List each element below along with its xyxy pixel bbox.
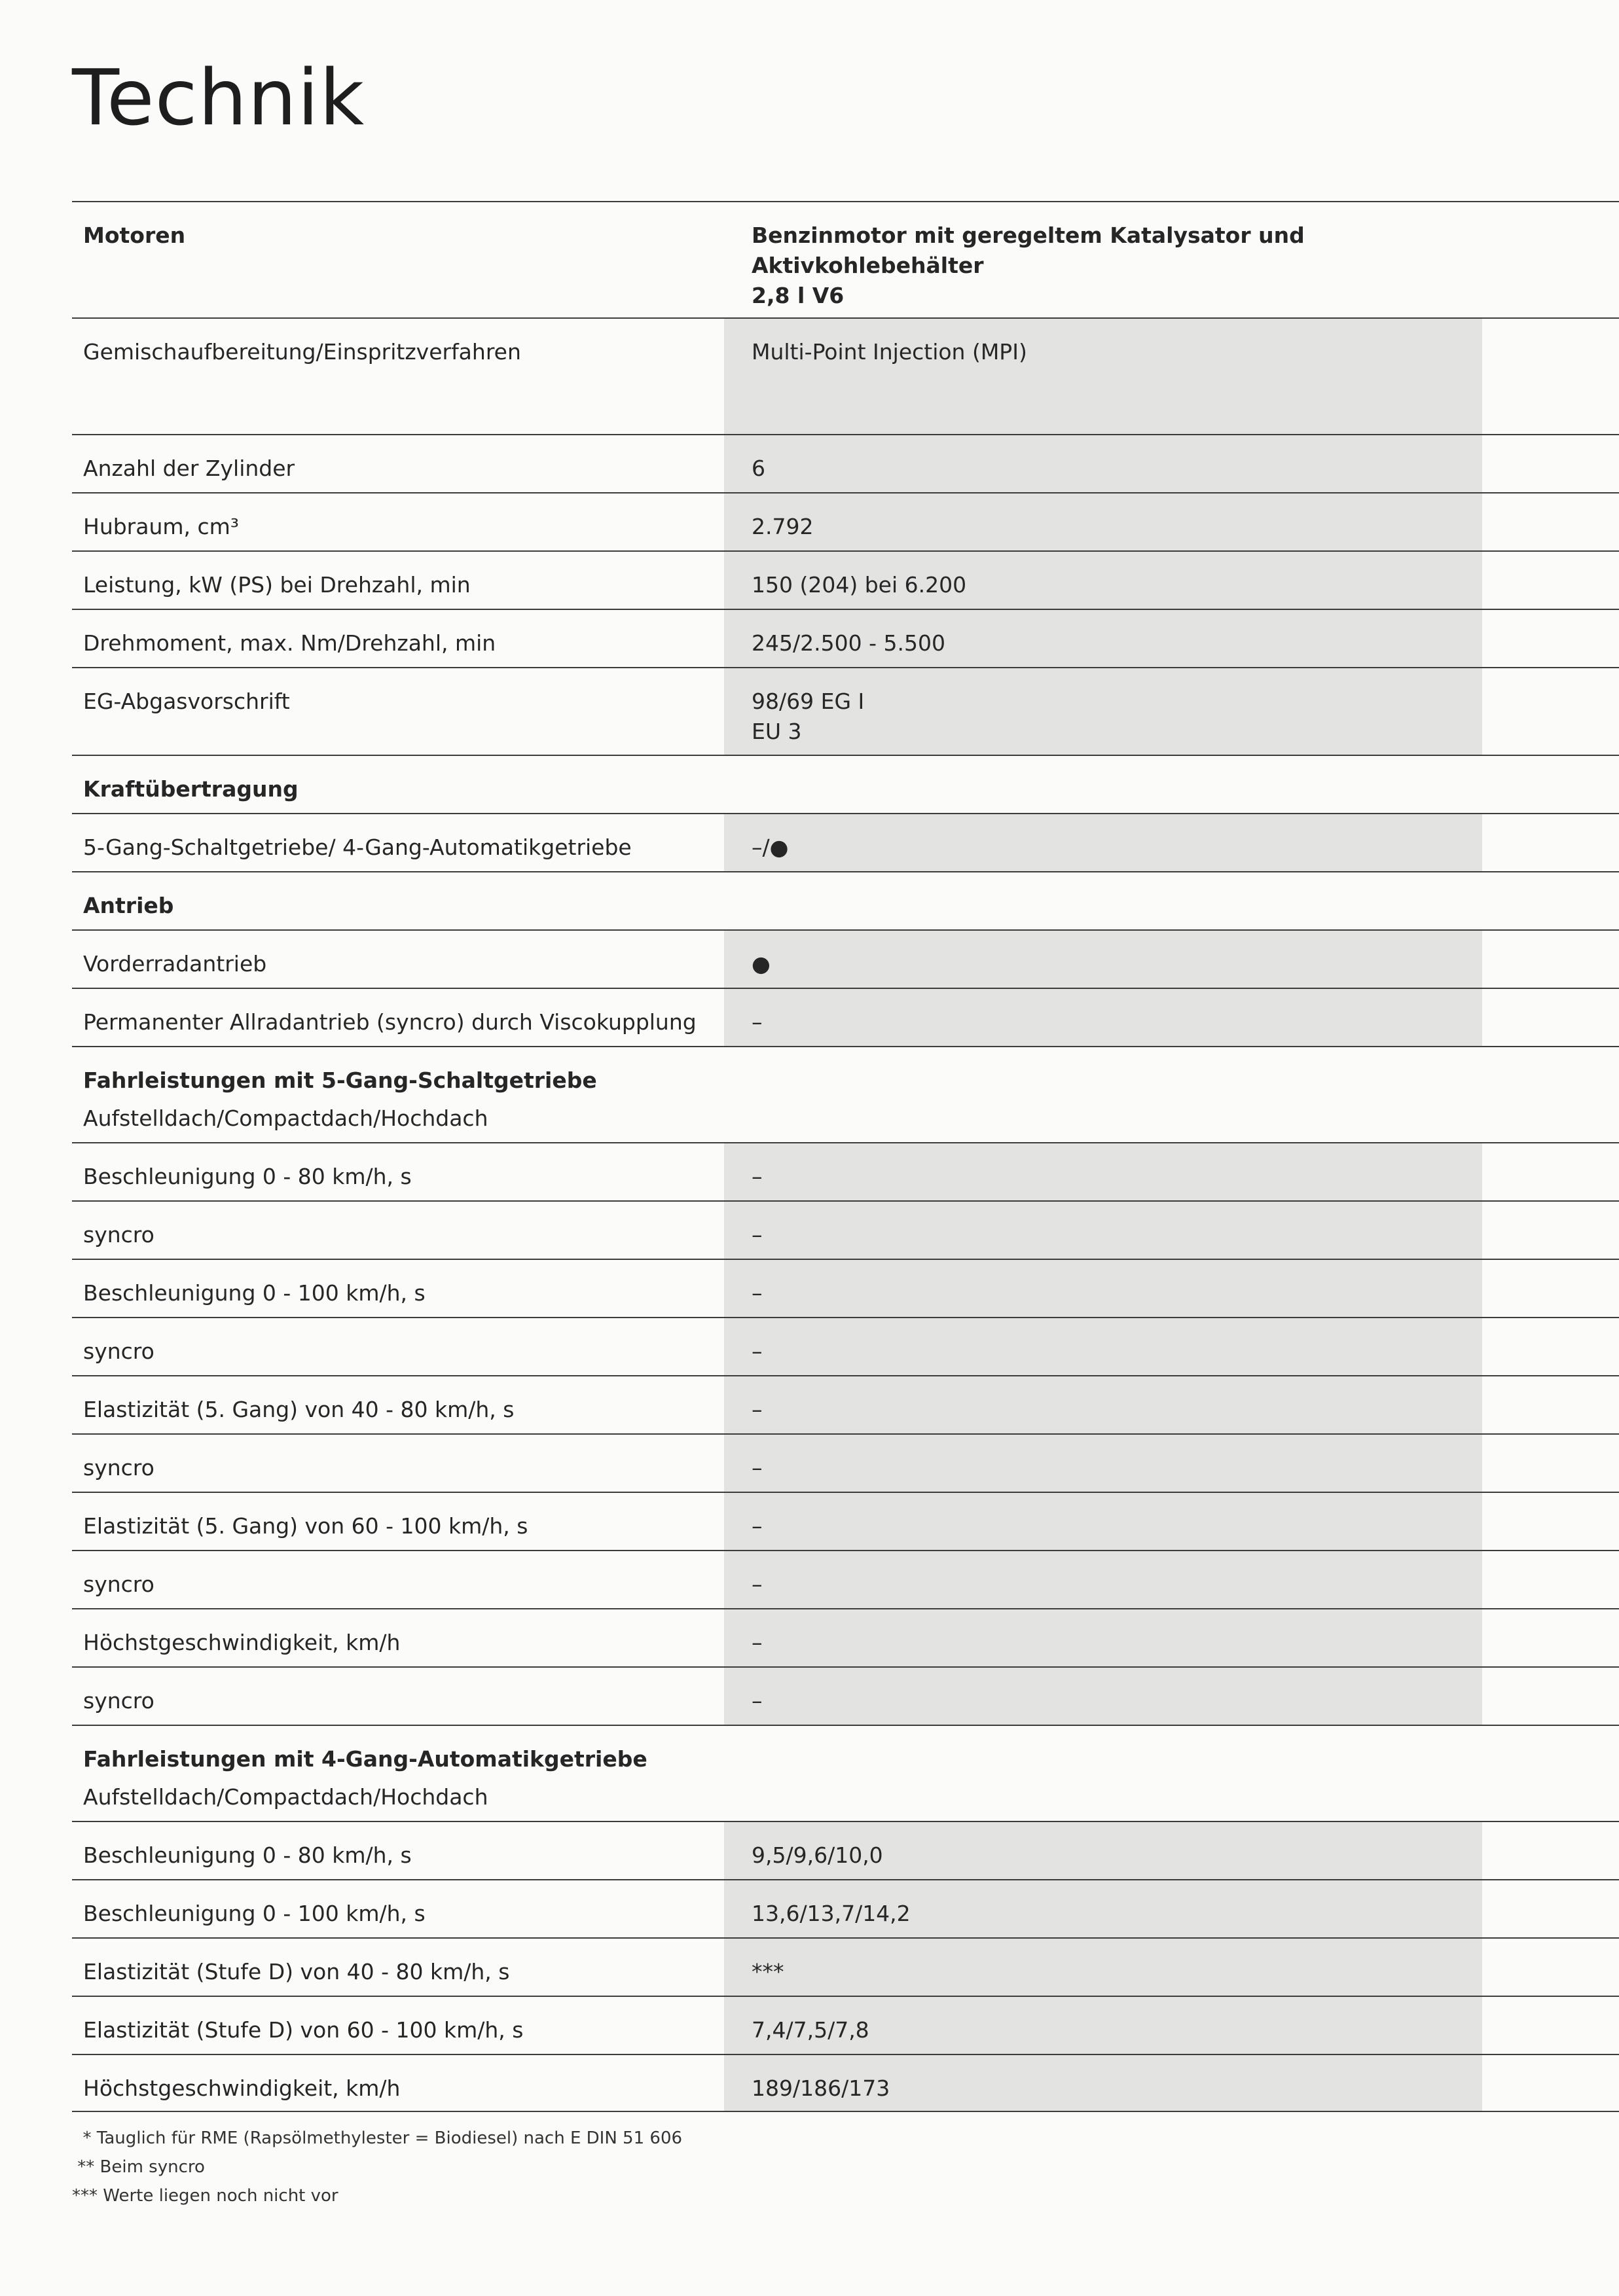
section-title — [72, 756, 724, 813]
table-row — [72, 1492, 1619, 1550]
row-label: Beschleunigung 0 - 80 km/h, s — [83, 1164, 412, 1189]
header-right-line1: Benzinmotor mit geregeltem Katalysator und Aktivkohlebehälter — [752, 223, 1305, 278]
table-row — [72, 1937, 1619, 1996]
table-row — [72, 609, 1619, 667]
table-row — [72, 1996, 1619, 2054]
row-value — [724, 1822, 1482, 1879]
row-label: Beschleunigung 0 - 100 km/h, s — [83, 1901, 426, 1926]
row-label: Hubraum, cm³ — [83, 514, 240, 539]
table-row — [72, 813, 1619, 871]
row-label: Leistung, kW (PS) bei Drehzahl, min — [83, 572, 471, 598]
row-value-text: – — [752, 1571, 763, 1597]
section-row — [72, 1046, 1619, 1142]
row-value — [724, 814, 1482, 871]
section-title-text: Fahrleistungen mit 5-Gang-Schaltgetriebe — [83, 1067, 597, 1093]
row-value-text: 245/2.500 - 5.500 — [752, 630, 945, 656]
row-label: Beschleunigung 0 - 100 km/h, s — [83, 1280, 426, 1306]
row-value-text: – — [752, 1513, 763, 1539]
row-value — [724, 1318, 1482, 1375]
table-row — [72, 550, 1619, 609]
table-row — [72, 1608, 1619, 1666]
row-label: Elastizität (Stufe D) von 60 - 100 km/h, s — [83, 2017, 524, 2043]
row-value — [724, 2055, 1482, 2111]
footnote-1: * Tauglich für RME (Rapsölmethylester = Biodiesel) nach E DIN 51 606 — [72, 2128, 683, 2148]
row-label: Permanenter Allradantrieb (syncro) durch Viscokupplung — [83, 1009, 697, 1035]
section-subtitle: Aufstelldach/Compactdach/Hochdach — [83, 1784, 488, 1810]
row-value — [724, 1202, 1482, 1259]
row-label: Elastizität (5. Gang) von 60 - 100 km/h, s — [83, 1513, 528, 1539]
page-title: Technik — [72, 52, 365, 143]
row-value — [724, 1880, 1482, 1937]
section-subtitle: Aufstelldach/Compactdach/Hochdach — [83, 1105, 488, 1131]
table-row — [72, 1550, 1619, 1608]
footnote-2: ** Beim syncro — [72, 2157, 205, 2177]
row-value-text: 6 — [752, 456, 765, 481]
row-value — [724, 1047, 1482, 1142]
row-label: syncro — [83, 1571, 155, 1597]
row-label: Höchstgeschwindigkeit, km/h — [83, 1630, 401, 1655]
row-label: syncro — [83, 1455, 155, 1480]
row-value — [724, 1260, 1482, 1317]
section-row — [72, 871, 1619, 929]
section-title-text: Fahrleistungen mit 4-Gang-Automatikgetriebe — [83, 1746, 647, 1772]
row-value-text: 98/69 EG I — [752, 689, 865, 714]
table-row — [72, 1666, 1619, 1725]
table-row — [72, 317, 1619, 434]
footnote-3: *** Werte liegen noch nicht vor — [72, 2186, 338, 2206]
table-body — [72, 317, 1619, 2112]
table-row — [72, 434, 1619, 492]
section-title-text: Kraftübertragung — [83, 776, 299, 802]
row-value — [724, 931, 1482, 988]
table-row — [72, 1433, 1619, 1492]
row-value-text: – — [752, 1630, 763, 1655]
row-value-text: ● — [752, 951, 771, 977]
table-row — [72, 1821, 1619, 1879]
row-value-text-2: EU 3 — [752, 719, 802, 744]
row-value-text: 2.792 — [752, 514, 814, 539]
table-row — [72, 1375, 1619, 1433]
row-value — [724, 435, 1482, 492]
row-value — [724, 493, 1482, 550]
table-row — [72, 1317, 1619, 1375]
section-row — [72, 755, 1619, 813]
section-row — [72, 1725, 1619, 1821]
section-title — [72, 872, 724, 929]
table-row — [72, 1200, 1619, 1259]
row-value-text: – — [752, 1338, 763, 1364]
row-value-text: 9,5/9,6/10,0 — [752, 1842, 883, 1868]
row-value-text: 7,4/7,5/7,8 — [752, 2017, 869, 2043]
row-value-text: *** — [752, 1959, 784, 1984]
row-value — [724, 1668, 1482, 1725]
table-row — [72, 929, 1619, 988]
row-value-text: 13,6/13,7/14,2 — [752, 1901, 911, 1926]
row-label: Vorderradantrieb — [83, 951, 267, 977]
row-value-text: – — [752, 1222, 763, 1247]
row-value — [724, 552, 1482, 609]
spec-table — [72, 201, 1619, 2112]
section-title — [72, 1047, 724, 1142]
row-value — [724, 319, 1482, 434]
table-row — [72, 1259, 1619, 1317]
row-value-text: – — [752, 1397, 763, 1422]
section-title — [72, 1726, 724, 1821]
row-label: Beschleunigung 0 - 80 km/h, s — [83, 1842, 412, 1868]
row-value-text: – — [752, 1688, 763, 1713]
row-value — [724, 668, 1482, 755]
row-value-text: – — [752, 1164, 763, 1189]
row-value — [724, 989, 1482, 1046]
row-value-text: –/● — [752, 834, 789, 860]
row-label: syncro — [83, 1222, 155, 1247]
row-value-text: 150 (204) bei 6.200 — [752, 572, 967, 598]
row-label: 5-Gang-Schaltgetriebe/ 4-Gang-Automatikgetriebe — [83, 834, 632, 860]
row-value — [724, 1493, 1482, 1550]
row-label: Elastizität (5. Gang) von 40 - 80 km/h, s — [83, 1397, 515, 1422]
row-label: Höchstgeschwindigkeit, km/h — [83, 2075, 401, 2101]
row-value — [724, 1939, 1482, 1996]
row-label: syncro — [83, 1338, 155, 1364]
row-value — [724, 1726, 1482, 1821]
row-value-text: – — [752, 1009, 763, 1035]
row-value-text: – — [752, 1455, 763, 1480]
header-left: Motoren — [83, 223, 186, 248]
row-value — [724, 1997, 1482, 2054]
header-right-line2: 2,8 l V6 — [752, 283, 845, 308]
row-value-text: 189/186/173 — [752, 2075, 890, 2101]
row-value — [724, 872, 1482, 929]
table-header-row — [72, 201, 1619, 317]
row-value-text: Multi-Point Injection (MPI) — [752, 339, 1027, 365]
row-value — [724, 1376, 1482, 1433]
table-row — [72, 2054, 1619, 2112]
row-label: Gemischaufbereitung/Einspritzverfahren — [83, 339, 521, 365]
table-row — [72, 1142, 1619, 1200]
footnotes — [72, 2124, 682, 2210]
row-value-text: – — [752, 1280, 763, 1306]
row-value — [724, 1435, 1482, 1492]
row-value — [724, 1143, 1482, 1200]
table-row — [72, 492, 1619, 550]
header-right — [724, 202, 1482, 317]
row-label: EG-Abgasvorschrift — [83, 689, 290, 714]
table-row — [72, 667, 1619, 755]
row-label: Elastizität (Stufe D) von 40 - 80 km/h, s — [83, 1959, 510, 1984]
row-label: syncro — [83, 1688, 155, 1713]
row-label: Anzahl der Zylinder — [83, 456, 295, 481]
row-value — [724, 610, 1482, 667]
table-row — [72, 1879, 1619, 1937]
section-title-text: Antrieb — [83, 893, 174, 918]
row-label: Drehmoment, max. Nm/Drehzahl, min — [83, 630, 496, 656]
row-value — [724, 1609, 1482, 1666]
table-row — [72, 988, 1619, 1046]
row-value — [724, 1551, 1482, 1608]
row-value — [724, 756, 1482, 813]
